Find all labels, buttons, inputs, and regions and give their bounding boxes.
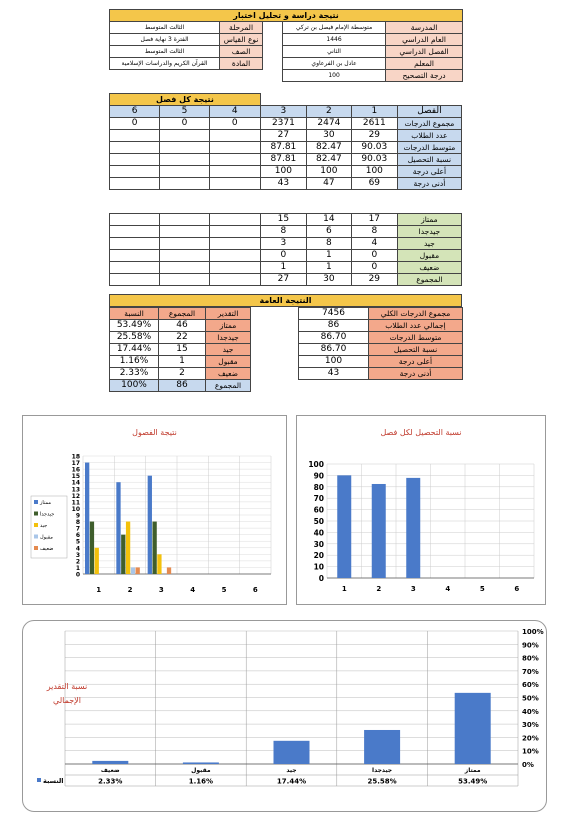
row-label: جيدجدا (206, 332, 251, 344)
y-tick-label: 0 (318, 574, 324, 583)
row-label: مجموع الدرجات الكلي (369, 308, 463, 320)
column-header: الفصل (397, 106, 461, 118)
per-class-table (109, 93, 462, 190)
gap-cell (263, 34, 283, 46)
data-cell: 15 (260, 214, 306, 226)
bar (121, 535, 125, 574)
legend-label: ممتاز (40, 500, 52, 506)
bar (126, 522, 130, 574)
per-class-title: نتيجة كل فصل (110, 94, 261, 106)
data-cell: 0 (351, 262, 397, 274)
y-tick-label: 16 (71, 466, 80, 474)
bar (92, 761, 128, 764)
header-table (109, 9, 463, 82)
data-cell (209, 250, 260, 262)
x-tick-label: 1 (96, 586, 102, 594)
row-label: أدنى درجة (369, 368, 463, 380)
bar (136, 567, 140, 574)
y-tick-label: 9 (75, 512, 80, 520)
row-label: جيد (206, 344, 251, 356)
x-tick-label: ضعيف (100, 767, 120, 774)
data-cell (209, 238, 260, 250)
data-cell: 29 (351, 274, 397, 286)
bar (131, 567, 135, 574)
row-label: ممتاز (206, 320, 251, 332)
data-cell: 86 (159, 380, 206, 392)
data-cell (160, 274, 209, 286)
bar (148, 476, 152, 574)
x-tick-label: 5 (221, 586, 227, 594)
data-cell (209, 178, 260, 190)
chart-title: الإجمالي (53, 696, 81, 705)
x-tick-label: جيدجدا (372, 767, 393, 774)
column-header: التقدير (206, 308, 251, 320)
column-header: 6 (110, 106, 160, 118)
data-cell: 0 (160, 118, 209, 130)
data-cell (110, 178, 160, 190)
bar (372, 484, 386, 578)
y-tick-label: 4 (75, 545, 80, 553)
data-cell (160, 178, 209, 190)
x-tick-label: 4 (445, 585, 451, 593)
data-cell (160, 250, 209, 262)
general-title-table (109, 294, 462, 307)
x-tick-label: 3 (410, 585, 416, 593)
data-cell: 3 (260, 238, 306, 250)
data-cell: 0 (351, 250, 397, 262)
y-tick-label: 12 (71, 492, 80, 500)
data-label: 17.44% (276, 777, 307, 786)
data-cell (110, 166, 160, 178)
data-cell (110, 238, 160, 250)
y-tick-label: 14 (71, 479, 80, 487)
data-cell: 82.47 (306, 154, 351, 166)
legend-swatch (34, 512, 38, 516)
data-cell: 14 (306, 214, 351, 226)
x-tick-label: 6 (514, 585, 520, 593)
label-cell: نوع القياس (220, 34, 263, 46)
label-cell: المادة (220, 58, 263, 70)
data-cell: 100 (260, 166, 306, 178)
data-cell (110, 226, 160, 238)
bar (337, 475, 351, 578)
data-cell: 17.44% (110, 344, 159, 356)
data-cell (209, 262, 260, 274)
bar (274, 741, 310, 764)
data-cell (209, 214, 260, 226)
y-tick-label: 10 (313, 562, 324, 572)
data-cell: 47 (306, 178, 351, 190)
row-label: أعلى درجة (397, 166, 461, 178)
row-label: جيدجدا (397, 226, 461, 238)
legend-swatch (34, 500, 38, 504)
data-cell: 46 (159, 320, 206, 332)
bar (183, 762, 219, 764)
x-tick-label: 6 (252, 586, 258, 594)
data-cell (160, 226, 209, 238)
data-cell: 15 (159, 344, 206, 356)
y-tick-label: 7 (75, 525, 80, 533)
y-tick-label: 2 (75, 558, 80, 566)
bar (90, 522, 94, 574)
chart-title: نسبة التقدير (46, 682, 88, 691)
class-results-chart (22, 415, 287, 605)
data-cell: 87.81 (260, 142, 306, 154)
y-tick-label: 10% (522, 747, 539, 756)
data-label: 53.49% (458, 777, 488, 786)
data-cell (209, 226, 260, 238)
y-tick-label: 30% (522, 721, 539, 730)
gap-cell (263, 46, 283, 58)
y-tick-label: 17 (71, 460, 80, 468)
data-cell (110, 214, 160, 226)
x-tick-label: مقبول (191, 767, 211, 774)
y-tick-label: 60% (522, 681, 539, 690)
column-header: 1 (351, 106, 397, 118)
x-tick-label: 5 (479, 585, 485, 593)
y-tick-label: 70% (522, 667, 539, 676)
row-label: نسبة التحصيل (369, 344, 463, 356)
data-cell: 2474 (306, 118, 351, 130)
bar (406, 478, 420, 578)
data-cell (110, 250, 160, 262)
row-label: أعلى درجة (369, 356, 463, 368)
row-label: إجمالي عدد الطلاب (369, 320, 463, 332)
label-cell: المعلم (386, 58, 463, 70)
data-cell: 2 (159, 368, 206, 380)
bar (152, 522, 156, 574)
column-header: 4 (209, 106, 260, 118)
row-label: متوسط الدرجات (369, 332, 463, 344)
value-cell: الثاني (283, 46, 386, 58)
data-cell: 6 (306, 226, 351, 238)
y-tick-label: 20% (522, 734, 539, 743)
value-cell: متوسطة الإمام فيصل بن تركي (283, 22, 386, 34)
data-cell: 87.81 (260, 154, 306, 166)
data-cell: 8 (351, 226, 397, 238)
chart-title: نتيجة الفصول (132, 428, 177, 437)
legend-label: ضعيف (40, 546, 54, 552)
data-cell: 22 (159, 332, 206, 344)
label-cell: العام الدراسي (386, 34, 463, 46)
data-cell: 90.03 (351, 142, 397, 154)
bar (157, 554, 161, 574)
data-cell (160, 142, 209, 154)
x-tick-label: جيد (286, 767, 297, 774)
y-tick-label: 40 (313, 528, 324, 538)
row-label: المجموع (206, 380, 251, 392)
data-cell: 4 (351, 238, 397, 250)
legend-label: النسبة (43, 777, 64, 785)
data-cell: 86.70 (299, 332, 369, 344)
y-tick-label: 90 (313, 471, 324, 481)
data-cell: 0 (209, 118, 260, 130)
data-cell: 7456 (299, 308, 369, 320)
bar (455, 693, 491, 764)
data-cell (110, 142, 160, 154)
label-cell: الصف (220, 46, 263, 58)
gap-cell (263, 22, 283, 34)
row-label: نسبة التحصيل (397, 154, 461, 166)
data-cell (160, 262, 209, 274)
row-label: ضعيف (397, 262, 461, 274)
row-label: ممتاز (397, 214, 461, 226)
data-cell (209, 154, 260, 166)
column-header: 3 (260, 106, 306, 118)
data-cell: 29 (351, 130, 397, 142)
data-cell: 8 (260, 226, 306, 238)
data-cell (110, 274, 160, 286)
bar (116, 482, 120, 574)
data-cell: 2611 (351, 118, 397, 130)
y-tick-label: 80% (522, 654, 539, 663)
grades-table (109, 213, 462, 286)
row-label: المجموع (397, 274, 461, 286)
y-tick-label: 3 (75, 551, 80, 559)
legend-swatch (37, 778, 41, 782)
data-cell: 90.03 (351, 154, 397, 166)
header-title: نتيجة دراسة و تحليل اختبار (110, 10, 463, 22)
data-cell (160, 154, 209, 166)
label-cell: المدرسة (386, 22, 463, 34)
value-cell: عادل بن الفرعاوي (283, 58, 386, 70)
data-cell: 43 (299, 368, 369, 380)
gap-cell (263, 70, 283, 82)
label-cell: الفصل الدراسي (386, 46, 463, 58)
chart-title: نسبة التحصيل لكل فصل (380, 428, 462, 437)
bar (85, 463, 89, 574)
data-cell (209, 166, 260, 178)
data-cell: 2371 (260, 118, 306, 130)
data-cell: 82.47 (306, 142, 351, 154)
y-tick-label: 100% (522, 628, 544, 636)
legend-label: جيدجدا (40, 511, 55, 518)
data-cell: 27 (260, 130, 306, 142)
data-cell: 100 (299, 356, 369, 368)
empty-cell (110, 70, 220, 82)
gap-cell (263, 58, 283, 70)
data-cell (110, 262, 160, 274)
row-label: مقبول (397, 250, 461, 262)
row-label: ضعيف (206, 368, 251, 380)
data-cell (160, 214, 209, 226)
data-label: 25.58% (367, 777, 397, 786)
row-label: مجموع الدرجات (397, 118, 461, 130)
y-tick-label: 1 (75, 564, 80, 572)
value-cell: الثالث المتوسط (110, 22, 220, 34)
legend-label: مقبول (40, 534, 53, 541)
row-label: عدد الطلاب (397, 130, 461, 142)
y-tick-label: 0% (522, 761, 534, 769)
data-cell: 43 (260, 178, 306, 190)
data-cell (110, 130, 160, 142)
y-tick-label: 70 (313, 494, 324, 504)
legend-swatch (34, 535, 38, 539)
data-cell: 8 (306, 238, 351, 250)
data-label: 1.16% (188, 777, 214, 786)
y-tick-label: 60 (313, 505, 324, 515)
y-tick-label: 20 (313, 551, 324, 561)
y-tick-label: 100 (308, 460, 324, 469)
data-cell: 86.70 (299, 344, 369, 356)
data-label: 2.33% (98, 777, 123, 786)
data-cell: 53.49% (110, 320, 159, 332)
data-cell: 0 (110, 118, 160, 130)
overall-grade-chart (22, 620, 547, 812)
x-tick-label: 4 (190, 586, 196, 594)
data-cell: 0 (260, 250, 306, 262)
column-header: المجموع (159, 308, 206, 320)
data-cell: 1 (260, 262, 306, 274)
bar (167, 567, 171, 574)
y-tick-label: 30 (313, 539, 324, 549)
column-header: 5 (160, 106, 209, 118)
value-cell: الفترة 3 نهاية فصل (110, 34, 220, 46)
data-cell: 100 (351, 166, 397, 178)
x-tick-label: 1 (341, 585, 347, 593)
y-tick-label: 8 (75, 519, 80, 527)
data-cell: 25.58% (110, 332, 159, 344)
data-cell (209, 274, 260, 286)
label-cell: المرحلة (220, 22, 263, 34)
y-tick-label: 11 (71, 499, 80, 507)
bar (364, 730, 400, 764)
y-tick-label: 90% (522, 641, 539, 650)
y-tick-label: 40% (522, 707, 539, 716)
data-cell: 27 (260, 274, 306, 286)
legend-swatch (34, 523, 38, 527)
y-tick-label: 5 (75, 538, 80, 546)
data-cell: 1 (306, 262, 351, 274)
column-header: النسبة (110, 308, 159, 320)
general-summary-table (298, 307, 463, 380)
y-tick-label: 50% (522, 694, 539, 703)
data-cell: 1 (306, 250, 351, 262)
data-cell (160, 130, 209, 142)
label-cell: درجة التصحيح (386, 70, 463, 82)
data-cell (209, 142, 260, 154)
x-tick-label: ممتاز (464, 767, 481, 774)
general-title: النتيجة العامة (110, 295, 462, 307)
data-cell: 1 (159, 356, 206, 368)
data-cell (110, 154, 160, 166)
y-tick-label: 10 (71, 505, 80, 513)
data-cell: 100 (306, 166, 351, 178)
y-tick-label: 18 (71, 453, 80, 461)
data-cell (209, 130, 260, 142)
row-label: جيد (397, 238, 461, 250)
legend-swatch (34, 546, 38, 550)
data-cell: 30 (306, 274, 351, 286)
empty-cell (220, 70, 263, 82)
bar (95, 548, 99, 574)
data-cell: 17 (351, 214, 397, 226)
general-grades-table (109, 307, 251, 392)
y-tick-label: 15 (71, 473, 80, 481)
data-cell: 30 (306, 130, 351, 142)
value-cell: 100 (283, 70, 386, 82)
y-tick-label: 6 (75, 532, 80, 540)
data-cell: 100% (110, 380, 159, 392)
value-cell: القرآن الكريم والدراسات الإسلامية (110, 58, 220, 70)
data-cell: 86 (299, 320, 369, 332)
y-tick-label: 50 (313, 517, 324, 526)
x-tick-label: 2 (127, 586, 133, 594)
data-cell: 69 (351, 178, 397, 190)
x-tick-label: 2 (376, 585, 382, 593)
value-cell: الثالث المتوسط (110, 46, 220, 58)
data-cell (160, 238, 209, 250)
legend-label: جيد (40, 523, 48, 529)
y-tick-label: 80 (313, 482, 324, 492)
value-cell: 1446 (283, 34, 386, 46)
data-cell: 2.33% (110, 368, 159, 380)
column-header: 2 (306, 106, 351, 118)
data-cell: 1.16% (110, 356, 159, 368)
row-label: مقبول (206, 356, 251, 368)
y-tick-label: 0 (75, 571, 80, 579)
class-achievement-chart (296, 415, 546, 605)
row-label: متوسط الدرجات (397, 142, 461, 154)
row-label: أدنى درجة (397, 178, 461, 190)
x-tick-label: 3 (158, 586, 164, 594)
data-cell (160, 166, 209, 178)
y-tick-label: 13 (71, 486, 80, 494)
